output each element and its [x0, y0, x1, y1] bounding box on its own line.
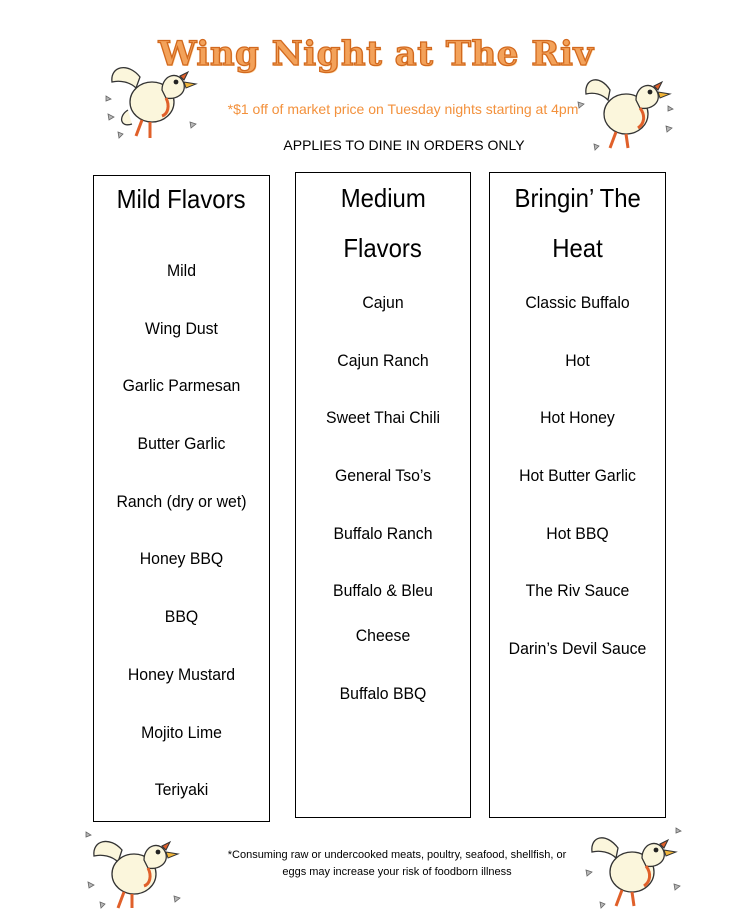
promo-subtitle: *$1 off of market price on Tuesday nights starting at 4pm	[227, 101, 579, 117]
dine-in-notice: APPLIES TO DINE IN ORDERS ONLY	[283, 137, 525, 153]
column-heading-line-2: Flavors	[343, 233, 423, 263]
flavor-item: Hot Butter Garlic	[519, 466, 636, 486]
flavor-item: Buffalo Ranch	[333, 523, 433, 543]
mild-flavors-column	[93, 175, 270, 822]
flavor-item: Hot	[565, 350, 590, 370]
flavor-item: The Riv Sauce	[525, 581, 630, 601]
flavor-item: Butter Garlic	[137, 434, 226, 454]
disclaimer-line-2: eggs may increase your risk of foodborn illness	[282, 866, 512, 878]
chicken-illustration-top-left	[100, 52, 210, 142]
flavor-item: Buffalo & Bleu	[333, 581, 433, 601]
flavor-item: Ranch (dry or wet)	[116, 491, 247, 511]
flavor-item: Classic Buffalo	[525, 293, 630, 312]
food-safety-disclaimer	[0, 847, 752, 881]
flavor-item: BBQ	[164, 607, 199, 627]
flavor-item: Cajun	[362, 293, 404, 312]
flavor-item: Garlic Parmesan	[122, 376, 241, 396]
flavor-item: Honey BBQ	[139, 549, 224, 569]
flavor-list	[490, 292, 665, 696]
flavor-item: Hot Honey	[540, 408, 615, 428]
flavor-item: Buffalo BBQ	[339, 684, 427, 704]
flavor-list	[94, 260, 269, 837]
page-title: Wing Night at The Riv	[158, 34, 594, 74]
flavor-item: Mojito Lime	[141, 722, 222, 742]
flavor-item: Teriyaki	[154, 780, 209, 800]
flavor-item: Hot BBQ	[546, 523, 609, 543]
column-heading: Mild Flavors	[117, 184, 246, 214]
flavor-item: Honey Mustard	[127, 664, 236, 684]
flavor-item: Darin’s Devil Sauce	[508, 639, 647, 659]
flavor-list	[296, 292, 470, 741]
disclaimer-line-1: *Consuming raw or undercooked meats, poultry, seafood, shellfish, or	[227, 849, 567, 861]
column-heading-line-1: Bringin’ The	[514, 183, 641, 213]
chicken-illustration-top-right	[574, 62, 684, 152]
flavor-item: Cajun Ranch	[337, 350, 429, 370]
flavor-item: General Tso’s	[334, 466, 432, 486]
hot-flavors-column	[489, 172, 666, 818]
column-heading-line-2: Heat	[552, 233, 603, 263]
flavor-item: Mild	[166, 261, 196, 280]
column-heading-line-1: Medium	[340, 183, 426, 213]
flavor-item: Wing Dust	[145, 318, 218, 338]
flavor-item: Cheese	[355, 626, 411, 646]
medium-flavors-column	[295, 172, 471, 818]
flavor-item: Sweet Thai Chili	[326, 408, 440, 428]
